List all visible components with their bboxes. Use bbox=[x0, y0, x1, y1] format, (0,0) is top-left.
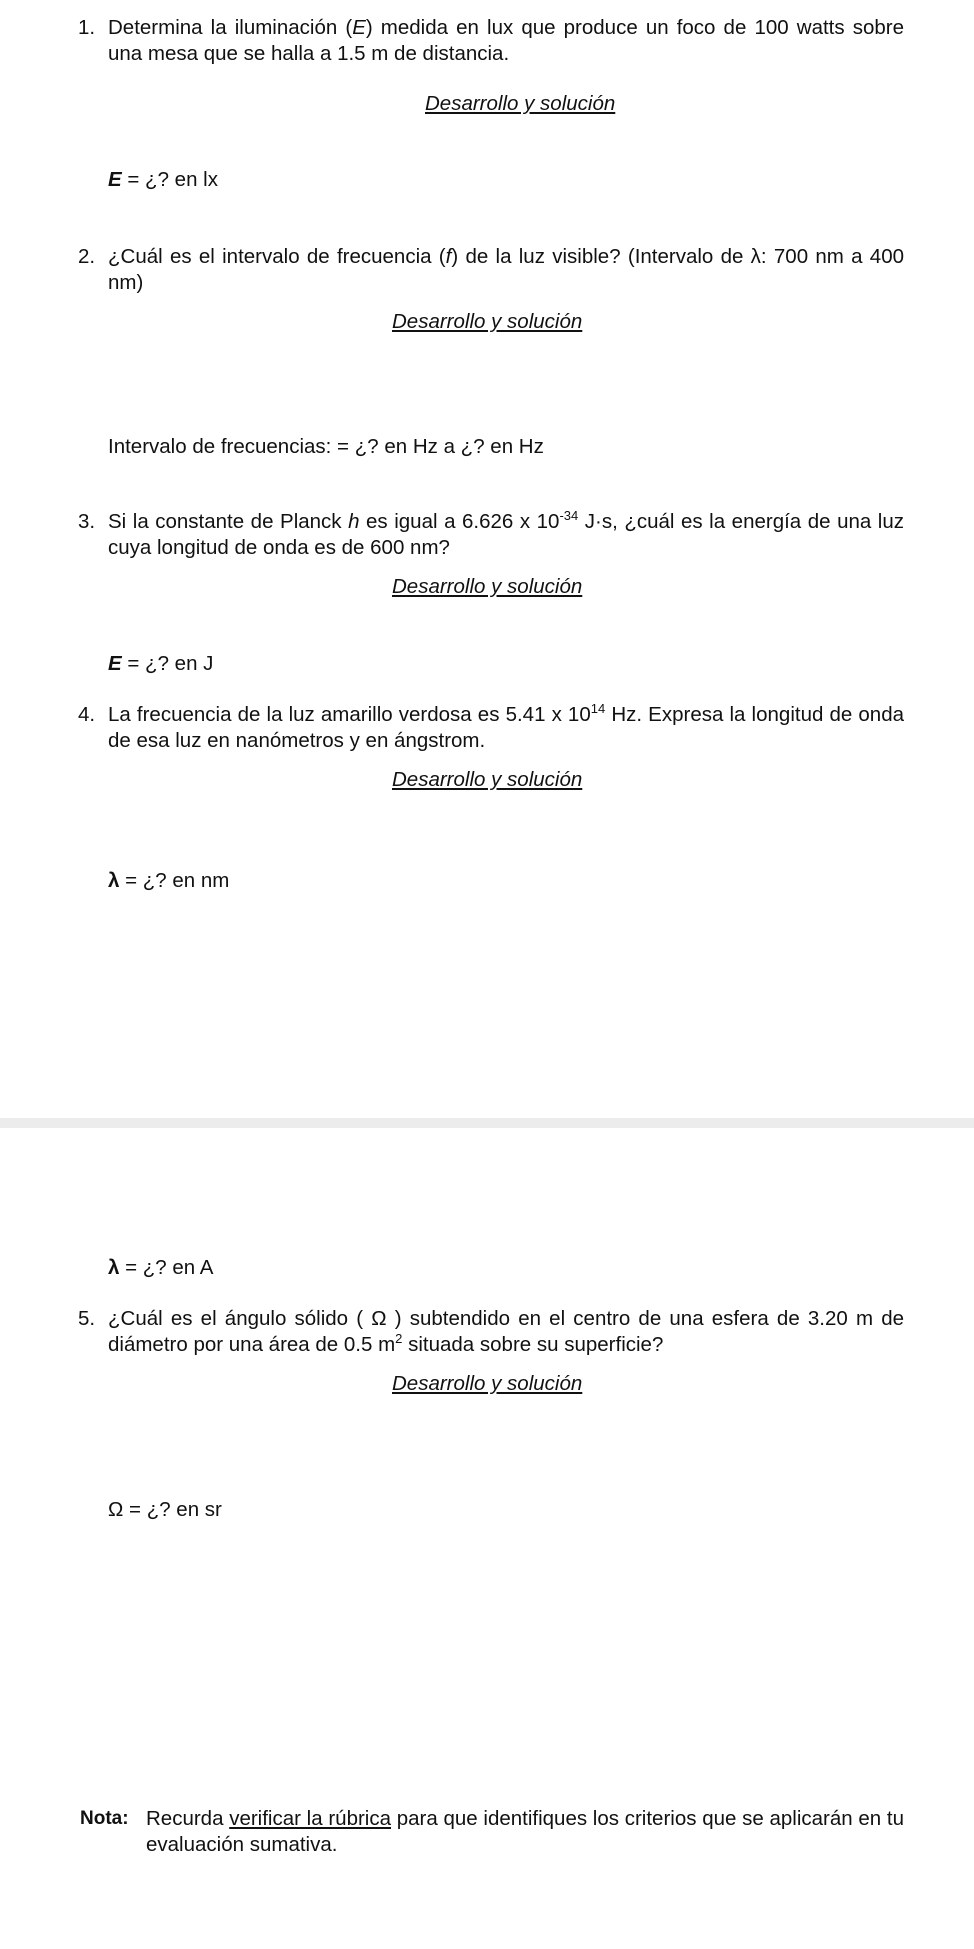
note bbox=[80, 1806, 904, 1858]
variable: f bbox=[445, 245, 452, 268]
answer-1: E = ¿? en lx bbox=[108, 168, 218, 191]
variable: E bbox=[352, 16, 366, 39]
answer-5: Ω = ¿? en sr bbox=[108, 1498, 222, 1521]
note-label: Nota: bbox=[80, 1808, 129, 1829]
question-1 bbox=[78, 15, 904, 67]
rubric-link[interactable]: verificar la rúbrica bbox=[229, 1807, 392, 1830]
solution-heading-1: Desarrollo y solución bbox=[425, 92, 616, 115]
question-number: 3. bbox=[78, 510, 96, 533]
solution-heading-2: Desarrollo y solución bbox=[392, 310, 583, 333]
question-number: 4. bbox=[78, 703, 96, 726]
answer-4b: λ = ¿? en A bbox=[108, 1256, 214, 1279]
variable: h bbox=[348, 510, 360, 533]
question-text: Si la constante de Planck h es igual a 6.626 x $10^{-34}$ J·s, ¿cuál es la energía de una luz cuya longitud de onda es de 600 nm? bbox=[108, 508, 905, 559]
question-number: 1. bbox=[78, 16, 96, 39]
question-4 bbox=[78, 702, 904, 754]
question-2 bbox=[78, 244, 904, 296]
answer-2: Intervalo de frecuencias: = ¿? en Hz a ¿? en Hz bbox=[108, 435, 544, 458]
question-text: ¿Cuál es el intervalo de frecuencia (f) de la luz visible? (Intervalo de λ: 700 nm a 400 nm) bbox=[108, 245, 904, 294]
question-5 bbox=[78, 1306, 904, 1358]
solution-heading-4: Desarrollo y solución bbox=[392, 768, 583, 791]
question-text: ¿Cuál es el ángulo sólido ( Ω ) subtendido en el centro de una esfera de 3.20 m de diámetro por una área de 0.5 $m^2$ situada sobre su superficie? bbox=[108, 1307, 904, 1356]
question-3 bbox=[78, 509, 904, 561]
question-text: La frecuencia de la luz amarillo verdosa es 5.41 x $10^{14}$ Hz. Expresa la longitud de onda de esa luz en nanómetros y en ángstrom. bbox=[108, 701, 904, 752]
answer-4a: λ = ¿? en nm bbox=[108, 869, 230, 892]
question-text: Determina la iluminación (E) medida en lux que produce un foco de 100 watts sobre una mesa que se halla a 1.5 m de distancia. bbox=[108, 16, 904, 65]
question-number: 5. bbox=[78, 1307, 96, 1330]
note-text: Recurda verificar la rúbrica para que identifiques los criterios que se aplicarán en tu evaluación sumativa. bbox=[146, 1807, 904, 1856]
solution-heading-5: Desarrollo y solución bbox=[392, 1372, 583, 1395]
page-separator bbox=[0, 1118, 974, 1128]
question-number: 2. bbox=[78, 245, 96, 268]
solution-heading-3: Desarrollo y solución bbox=[392, 575, 583, 598]
answer-3: E = ¿? en J bbox=[108, 652, 214, 675]
